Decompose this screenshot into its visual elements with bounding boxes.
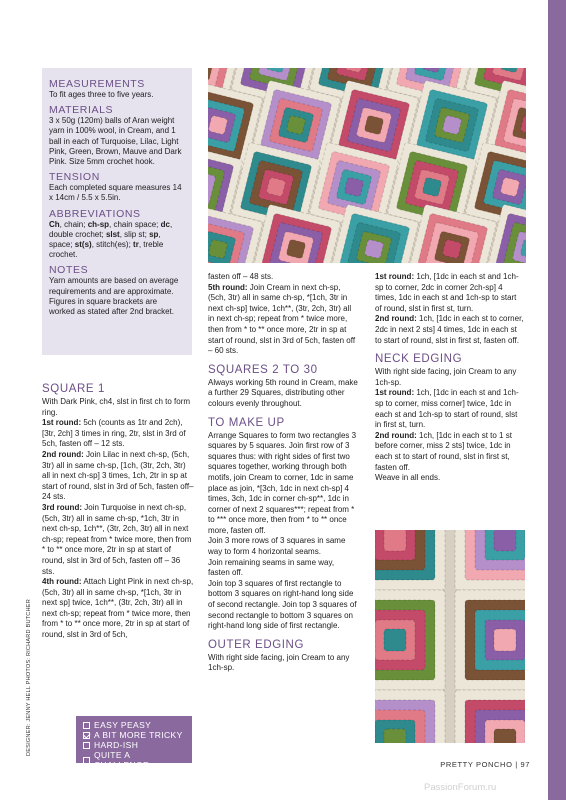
abbrev-def: , stitch(es);: [91, 240, 134, 250]
round-paragraph: [375, 314, 525, 346]
round-paragraph: [375, 431, 525, 473]
page-number: 97: [520, 760, 530, 769]
round-text: Join Lilac in next ch-sp, (5ch, 3tr) all in same ch-sp, [1ch, (3tr, 2ch, 3tr) all in next ch-sp] 3 times, 1ch, 2tr in sp at start of round, slst in 3rd of 5ch, fasten off– 24 sts.: [42, 449, 194, 502]
granny-square-photo-large: [208, 68, 526, 263]
round-label: 2nd round:: [375, 314, 417, 324]
abbrev-def: , double crochet;: [49, 219, 173, 239]
make-up-text: Join remaining seams in same way, fasten off.: [208, 557, 335, 578]
measurements-text: To fit ages three to five years.: [49, 90, 154, 99]
rating-item: [83, 720, 185, 730]
round-label: 4th round:: [42, 577, 82, 587]
round-label: 2nd round:: [42, 449, 84, 459]
abbrev-def: , space;: [49, 229, 161, 250]
round-text: 1ch, [1dc in each st to 1 st before corner, miss 2 sts] twice, 1dc in each st to start of round, slst in first st, fasten off.: [375, 430, 512, 472]
make-up-text: Join top 3 squares of first rectangle to bottom 3 squares on right-hand long side of second rectangle. Join top 3 squares of second rectangle to bottom 3 squares on right-hand long side of first rectangle.: [208, 578, 357, 631]
rating-item: [83, 750, 185, 770]
round-paragraph: [375, 388, 525, 430]
footer-separator: |: [515, 760, 518, 769]
round-text: 1ch, [1dc in each st to corner, 2dc in next 2 sts] 4 times, 1dc in each st to start of round, slst in first st, fasten off.: [375, 314, 524, 345]
checked-checkbox-icon: [83, 732, 90, 739]
rating-item: [83, 730, 185, 740]
page-footer: [420, 760, 530, 769]
abbrev-term: sp: [149, 229, 159, 239]
abbrev-term: ch-sp: [87, 219, 110, 229]
squares-text: Always working 5th round in Cream, make a further 29 Squares, distributing other colours evenly throughout.: [208, 377, 358, 408]
round-text: 1ch, [1dc in each st and 1ch-sp to corner, 2dc in corner 2ch-sp] 4 times, 1dc in each st and 1ch-sp to start of round, slst in first st, turn.: [375, 272, 519, 313]
side-stripe: [548, 0, 566, 800]
round-paragraph: [375, 272, 525, 314]
checkbox-icon: [83, 722, 90, 729]
abbrev-term: slst: [105, 229, 120, 239]
notes-text: Yarn amounts are based on average requirements and are approximate. Figures in square brackets are worked as stated after 2nd bracket.: [49, 276, 179, 317]
difficulty-rating: [76, 716, 192, 770]
checkbox-icon: [83, 757, 90, 764]
tension-text: Each completed square measures 14 x 14cm / 5.5 x 5.5in.: [49, 183, 182, 203]
round-text: Attach Light Pink in next ch-sp, (5ch, 3tr) all in same ch-sp, *[1ch, 3tr in next sp] twice, 1ch**, (3tr, 2ch, 3tr) all in next ch-sp; repeat from * twice more, then from * to ** once more, 2tr in sp at start of round, slst in 3rd of 5ch,: [42, 577, 194, 640]
measurements-heading: MEASUREMENTS: [49, 78, 145, 90]
round-label: 1st round:: [42, 418, 82, 428]
round-text: 5ch (counts as 1tr and 2ch), [3tr, 2ch] 3 times in ring, 2tr, slst in 3rd of 5ch, fasten off – 12 sts.: [42, 418, 186, 449]
abbrev-def: , chain;: [59, 219, 88, 229]
neck-edging-heading: NECK EDGING: [375, 353, 463, 366]
materials-heading: MATERIALS: [49, 104, 114, 117]
notes-heading: NOTES: [49, 264, 89, 277]
make-up-heading: TO MAKE UP: [208, 416, 285, 429]
round-label: 1st round:: [375, 272, 415, 281]
round-label: 2nd round:: [375, 430, 417, 440]
photo-credit: DESIGNER: JENNY HELL PHOTOS: RICHARD BUTCHER: [26, 599, 32, 756]
round-text: 1ch, [1dc in each st and 1ch-sp to corner, miss corner] twice, 1dc in each st and 1ch-sp to start of round, slst in first st, turn.: [375, 388, 519, 430]
neck-intro: With right side facing, join Cream to any 1ch-sp.: [375, 367, 517, 387]
round-paragraph: [42, 418, 194, 450]
column-2: [208, 272, 358, 674]
continued-text: fasten off – 48 sts.: [208, 272, 274, 281]
column-1: [42, 376, 194, 641]
tension-heading: TENSION: [49, 171, 100, 184]
make-up-text: Arrange Squares to form two rectangles 3 squares by 5 squares. Join first row of 3 squares thus: with right sides of first two squares together, working through both motifs, join Cream to corner, 1dc in same place as join, *[3ch, 1dc in next ch-sp] 4 times, 3ch, 1dc in corner ch-sp**, 1dc in corner of next 2 squares***; repeat from * to *** once more, then from * to ** once more, fasten off.: [208, 430, 357, 535]
info-box: [42, 68, 192, 355]
square1-intro: With Dark Pink, ch4, slst in first ch to form ring.: [42, 397, 191, 417]
granny-square-photo-small: [375, 530, 525, 743]
round-label: 5th round:: [208, 282, 248, 292]
abbrev-term: tr: [133, 240, 139, 250]
watermark: PassionForum.ru: [424, 782, 497, 793]
abbreviations-text: [49, 220, 185, 261]
granny-square-illustration: [208, 68, 526, 263]
materials-text: 3 x 50g (120m) balls of Aran weight yarn in 100% wool, in Cream, and 1 ball in each of Turquoise, Lilac, Light Pink, Green, Brown, Mauve and Dark Pink. Size 5mm crochet hook.: [49, 116, 182, 167]
weave-text: Weave in all ends.: [375, 473, 441, 483]
abbrev-term: dc: [160, 219, 170, 229]
rating-label: QUITE A CHALLENGE: [94, 750, 150, 770]
round-text: Join Cream in next ch-sp, (5ch, 3tr) all in same ch-sp, *[1ch, 3tr in next ch-sp] twice, 1ch**, (3tr, 2ch, 3tr) all in next ch-sp; repeat from * twice more, then from * to ** once more, 2tr in sp at start of round, slst in 3rd of 5ch, fasten off – 60 sts.: [208, 282, 356, 356]
column-3: [375, 272, 525, 484]
abbreviations-heading: ABBREVIATIONS: [49, 207, 141, 220]
square1-heading: SQUARE 1: [42, 383, 105, 395]
round-paragraph: [42, 503, 194, 577]
abbrev-term: st(s): [74, 240, 92, 250]
round-paragraph: [42, 577, 194, 641]
squares-heading: SQUARES 2 TO 30: [208, 363, 318, 376]
magazine-section: PRETTY PONCHO: [440, 760, 513, 769]
round-label: 1st round:: [375, 388, 415, 398]
rating-label: EASY PEASY: [94, 720, 152, 730]
rating-label: A BIT MORE TRICKY: [94, 730, 183, 740]
rating-item: [83, 740, 185, 750]
rating-label: HARD-ISH: [94, 740, 139, 750]
outer-edging-text: With right side facing, join Cream to any 1ch-sp.: [208, 652, 350, 673]
checkbox-icon: [83, 742, 90, 749]
abbrev-def: , slip st;: [119, 229, 150, 239]
round-text: Join Turquoise in next ch-sp, (5ch, 3tr) all in same ch-sp, *1ch, 3tr in next ch-sp, 1ch**, (3tr, 2ch, 3tr) all in next ch-sp; repeat from * twice more, then from * to ** once more, 2tr in sp at start of round, slst in 3rd of 5ch, fasten off – 36 sts.: [42, 502, 192, 576]
round-label: 3rd round:: [42, 502, 82, 512]
abbrev-def: , treble crochet.: [49, 240, 164, 260]
single-square-illustration: [375, 530, 525, 743]
make-up-text: Join 3 more rows of 3 squares in same way to form 4 horizontal seams.: [208, 536, 346, 557]
round-paragraph: [42, 450, 194, 503]
round-paragraph: [208, 283, 358, 357]
outer-edging-heading: OUTER EDGING: [208, 638, 305, 651]
abbrev-def: , chain space;: [109, 219, 161, 229]
abbrev-term: Ch: [49, 219, 60, 229]
